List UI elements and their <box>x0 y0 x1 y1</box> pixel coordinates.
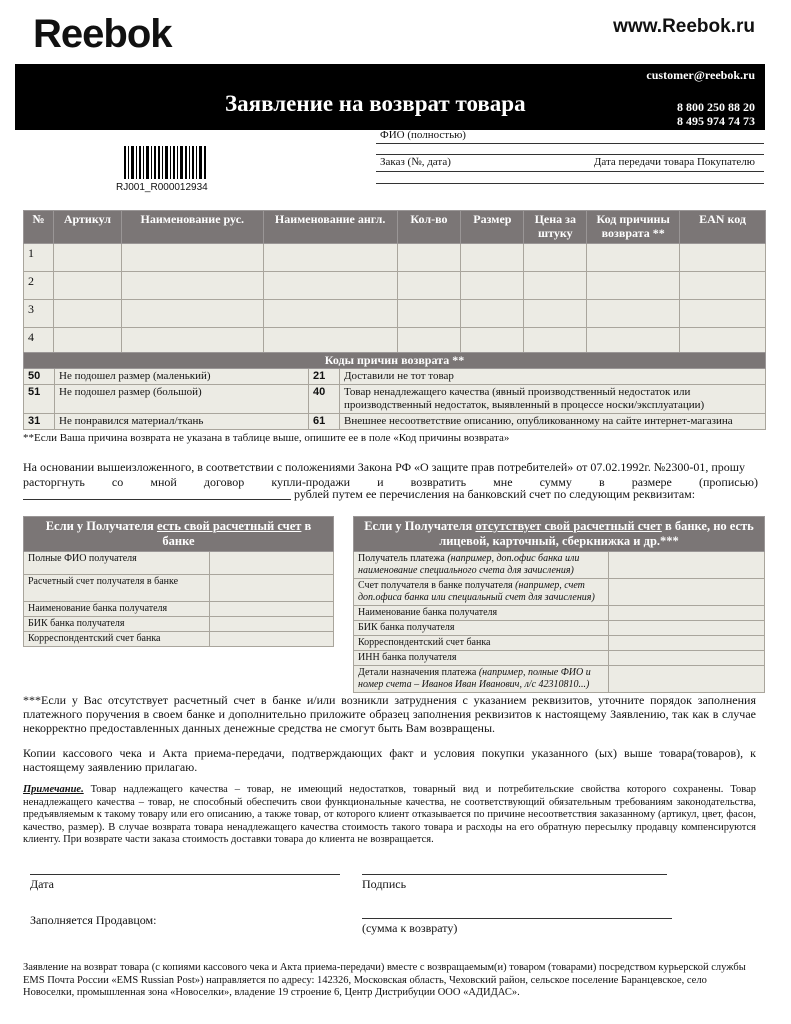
table-row <box>354 552 765 579</box>
order-line-2[interactable] <box>376 183 764 184</box>
row-number: 4 <box>24 328 54 356</box>
table-row <box>354 651 765 666</box>
table-row <box>354 579 765 606</box>
bank-field-input[interactable] <box>608 579 764 606</box>
table-row <box>24 575 334 602</box>
bank-field-label: Счет получателя в банке получателя (например, счет доп.офиса банка или специальный счет для зачисления) <box>354 579 609 606</box>
signature-label: Подпись <box>362 877 407 891</box>
footer-address: Заявление на возврат товара (с копиями кассового чека и Акта приема-передачи) вместе с возвращаемым(и) товаром (товарами) посредством курьерской службы EMS Почта России «EMS Russian Post») направляется по адресу: 142326, Московская область, Чеховский район, сельское поселение Баранцевское, село Новоселки, промышленная зона «Новоселки», владение 19 строение 6, Центр Дистрибуции ООО «АДИДАС». <box>23 962 746 998</box>
bank-field-label: Полные ФИО получателя <box>24 552 210 575</box>
cell-input[interactable] <box>680 300 766 328</box>
table-row <box>24 272 766 300</box>
bank-field-label: Корреспондентский счет банка <box>24 632 210 647</box>
triple-star-note: ***Если у Вас отсутствует расчетный счет в банке и/или возникли затруднения с указанием реквизитов, уточните порядок заполнения платежного поручения в своем банке и дополнительно приложите образец заполнения реквизитов к настоящему Заявлению, так как в случае некорректно предоставленных данных денежные средства не смогут быть Вам возвращены. <box>23 693 756 735</box>
table-row <box>24 552 334 575</box>
bank-field-input[interactable] <box>608 621 764 636</box>
bank-field-label: Получатель платежа (например, доп.офис банка или наименование специального счета для зачисления) <box>354 552 609 579</box>
page-title: Заявление на возврат товара <box>225 91 526 116</box>
contact-email[interactable]: customer@reebok.ru <box>646 68 755 82</box>
bank-field-input[interactable] <box>210 552 334 575</box>
basis-line-2: расторгнуть со мной договор купли-продажи и возвратить мне сумму в размере (прописью) <box>23 475 758 489</box>
bank-field-label: Наименование банка получателя <box>354 606 609 621</box>
reason-text: Внешнее несоответствие описанию, опубликованному на сайте интернет-магазина <box>340 414 766 430</box>
refund-amount-label: (сумма к возврату) <box>362 921 458 935</box>
table-row <box>24 385 766 414</box>
table-row <box>24 632 334 647</box>
order-label: Заказ (№, дата) <box>380 156 451 168</box>
table-row <box>24 414 766 430</box>
cell-input[interactable] <box>263 272 397 300</box>
col-size: Размер <box>461 211 524 244</box>
bank-no-account-table <box>353 516 765 693</box>
date-label: Дата <box>30 877 54 891</box>
bank-field-input[interactable] <box>608 606 764 621</box>
table-row <box>354 666 765 693</box>
transfer-date-label: Дата передачи товара Покупателю <box>593 156 755 168</box>
reason-codes-title: Коды причин возврата ** <box>24 353 766 369</box>
reebok-logo: Reebok <box>33 12 172 56</box>
reason-text: Не подошел размер (большой) <box>55 385 309 414</box>
cell-input[interactable] <box>524 272 587 300</box>
items-table <box>23 210 766 356</box>
cell-input[interactable] <box>53 244 121 272</box>
cell-input[interactable] <box>263 244 397 272</box>
table-row <box>24 244 766 272</box>
contact-phone-2: 8 495 974 74 73 <box>677 114 755 128</box>
cell-input[interactable] <box>397 300 461 328</box>
cell-input[interactable] <box>461 244 524 272</box>
cell-input[interactable] <box>263 300 397 328</box>
refund-amount-line[interactable] <box>362 918 672 919</box>
contact-phone-1: 8 800 250 88 20 <box>677 100 755 114</box>
reason-code: 51 <box>24 385 55 414</box>
col-name-ru: Наименование рус. <box>121 211 263 244</box>
barcode-number: RJ001_R000012934 <box>116 182 208 193</box>
table-row <box>24 617 334 632</box>
cell-input[interactable] <box>461 300 524 328</box>
bank-field-label: БИК банка получателя <box>24 617 210 632</box>
col-reason-code: Код причины возврата ** <box>587 211 680 244</box>
bank-own-account-table <box>23 516 334 647</box>
title-banner <box>15 64 765 130</box>
fio-label: ФИО (полностью) <box>380 129 466 141</box>
cell-input[interactable] <box>587 272 680 300</box>
codes-footnote: **Если Ваша причина возврата не указана в таблице выше, опишите ее в поле «Код причины возврата» <box>23 432 510 444</box>
reason-text: Не подошел размер (маленький) <box>55 369 309 385</box>
cell-input[interactable] <box>397 244 461 272</box>
table-row <box>24 300 766 328</box>
reason-code: 21 <box>309 369 340 385</box>
bank-field-label: Корреспондентский счет банка <box>354 636 609 651</box>
bank-field-input[interactable] <box>608 651 764 666</box>
bank-no-account-title: Если у Получателя отсутствует свой расчетный счет в банке, но есть лицевой, карточный, сберкнижка и др.*** <box>354 517 765 552</box>
cell-input[interactable] <box>53 300 121 328</box>
bank-field-label: ИНН банка получателя <box>354 651 609 666</box>
cell-input[interactable] <box>587 244 680 272</box>
bank-field-label: Расчетный счет получателя в банке <box>24 575 210 602</box>
table-row <box>24 602 334 617</box>
reason-text: Доставили не тот товар <box>340 369 766 385</box>
barcode-image <box>122 146 210 179</box>
items-header-row <box>24 211 766 244</box>
col-price: Цена за штуку <box>524 211 587 244</box>
bank-field-input[interactable] <box>608 552 764 579</box>
cell-input[interactable] <box>587 300 680 328</box>
cell-input[interactable] <box>121 300 263 328</box>
cell-input[interactable] <box>680 244 766 272</box>
reason-code: 31 <box>24 414 55 430</box>
reason-text: Товар ненадлежащего качества (явный производственный недостаток или производственный недостаток, выявленный в процессе носки/эксплуатации) <box>340 385 766 414</box>
table-row <box>354 606 765 621</box>
row-number: 3 <box>24 300 54 328</box>
remark-note: Примечание. Товар надлежащего качества – товар, не имеющий недостатков, товарный вид и потребительские свойства которого сохранены. Товар ненадлежащего качества – товар, не способный обеспечить свои функциональные качества, не соответствующий обязательным требованиям законодательства, предъявляемым к такому товару или его описанию, а также товар, от которого клиент отказывается по причине несоответствия заказанному (артикул, цвет, фасон, качество, размер). В случае возврата товара ненадлежащего качества стоимость такого товара и расходы на его обратную пересылку продавцу компенсируются клиенту. При возврате части заказа стоимость доставки товара до клиента не возвращается. <box>23 784 756 845</box>
row-number: 2 <box>24 272 54 300</box>
cell-input[interactable] <box>461 272 524 300</box>
reason-code: 61 <box>309 414 340 430</box>
bank-field-input[interactable] <box>608 636 764 651</box>
order-line[interactable] <box>376 171 764 172</box>
cell-input[interactable] <box>121 244 263 272</box>
cell-input[interactable] <box>397 272 461 300</box>
copies-note: Копии кассового чека и Акта приема-передачи, подтверждающих факт и условия покупки указанного (ых) выше товара(товаров), к настоящему заявлению прилагаю. <box>23 746 756 774</box>
table-row <box>354 621 765 636</box>
signature-line[interactable] <box>362 874 667 875</box>
site-url[interactable]: www.Reebok.ru <box>613 16 755 37</box>
table-row <box>354 636 765 651</box>
bank-field-input[interactable] <box>210 575 334 602</box>
table-row <box>24 369 766 385</box>
col-name-en: Наименование англ. <box>263 211 397 244</box>
fio-line-2[interactable] <box>376 154 764 155</box>
bank-field-input[interactable] <box>210 617 334 632</box>
cell-input[interactable] <box>680 272 766 300</box>
reason-text: Не понравился материал/ткань <box>55 414 309 430</box>
basis-line-3: рублей путем ее перечисления на банковский счет по следующим реквизитам: <box>294 487 696 501</box>
cell-input[interactable] <box>53 272 121 300</box>
reason-code: 40 <box>309 385 340 414</box>
row-number: 1 <box>24 244 54 272</box>
col-num: № <box>24 211 54 244</box>
cell-input[interactable] <box>121 272 263 300</box>
seller-label: Заполняется Продавцом: <box>30 913 157 927</box>
bank-field-label: Детали назначения платежа (например, полные ФИО и номер счета – Иванов Иван Иванович, л/с 42310810...) <box>354 666 609 693</box>
fio-line[interactable] <box>376 143 764 144</box>
col-article: Артикул <box>53 211 121 244</box>
bank-field-input[interactable] <box>210 632 334 647</box>
cell-input[interactable] <box>524 300 587 328</box>
col-ean: EAN код <box>680 211 766 244</box>
basis-line-1: На основании вышеизложенного, в соответствии с положениями Закона РФ «О защите прав потребителей» от 07.02.1992г. №2300-01, прошу <box>23 460 746 474</box>
date-line[interactable] <box>30 874 340 875</box>
bank-field-label: Наименование банка получателя <box>24 602 210 617</box>
amount-line[interactable] <box>23 499 291 500</box>
bank-field-input[interactable] <box>608 666 764 693</box>
bank-field-label: БИК банка получателя <box>354 621 609 636</box>
col-qty: Кол-во <box>397 211 461 244</box>
cell-input[interactable] <box>524 244 587 272</box>
bank-own-title: Если у Получателя есть свой расчетный счет в банке <box>24 517 334 552</box>
reason-codes-table <box>23 352 766 430</box>
reason-code: 50 <box>24 369 55 385</box>
bank-field-input[interactable] <box>210 602 334 617</box>
